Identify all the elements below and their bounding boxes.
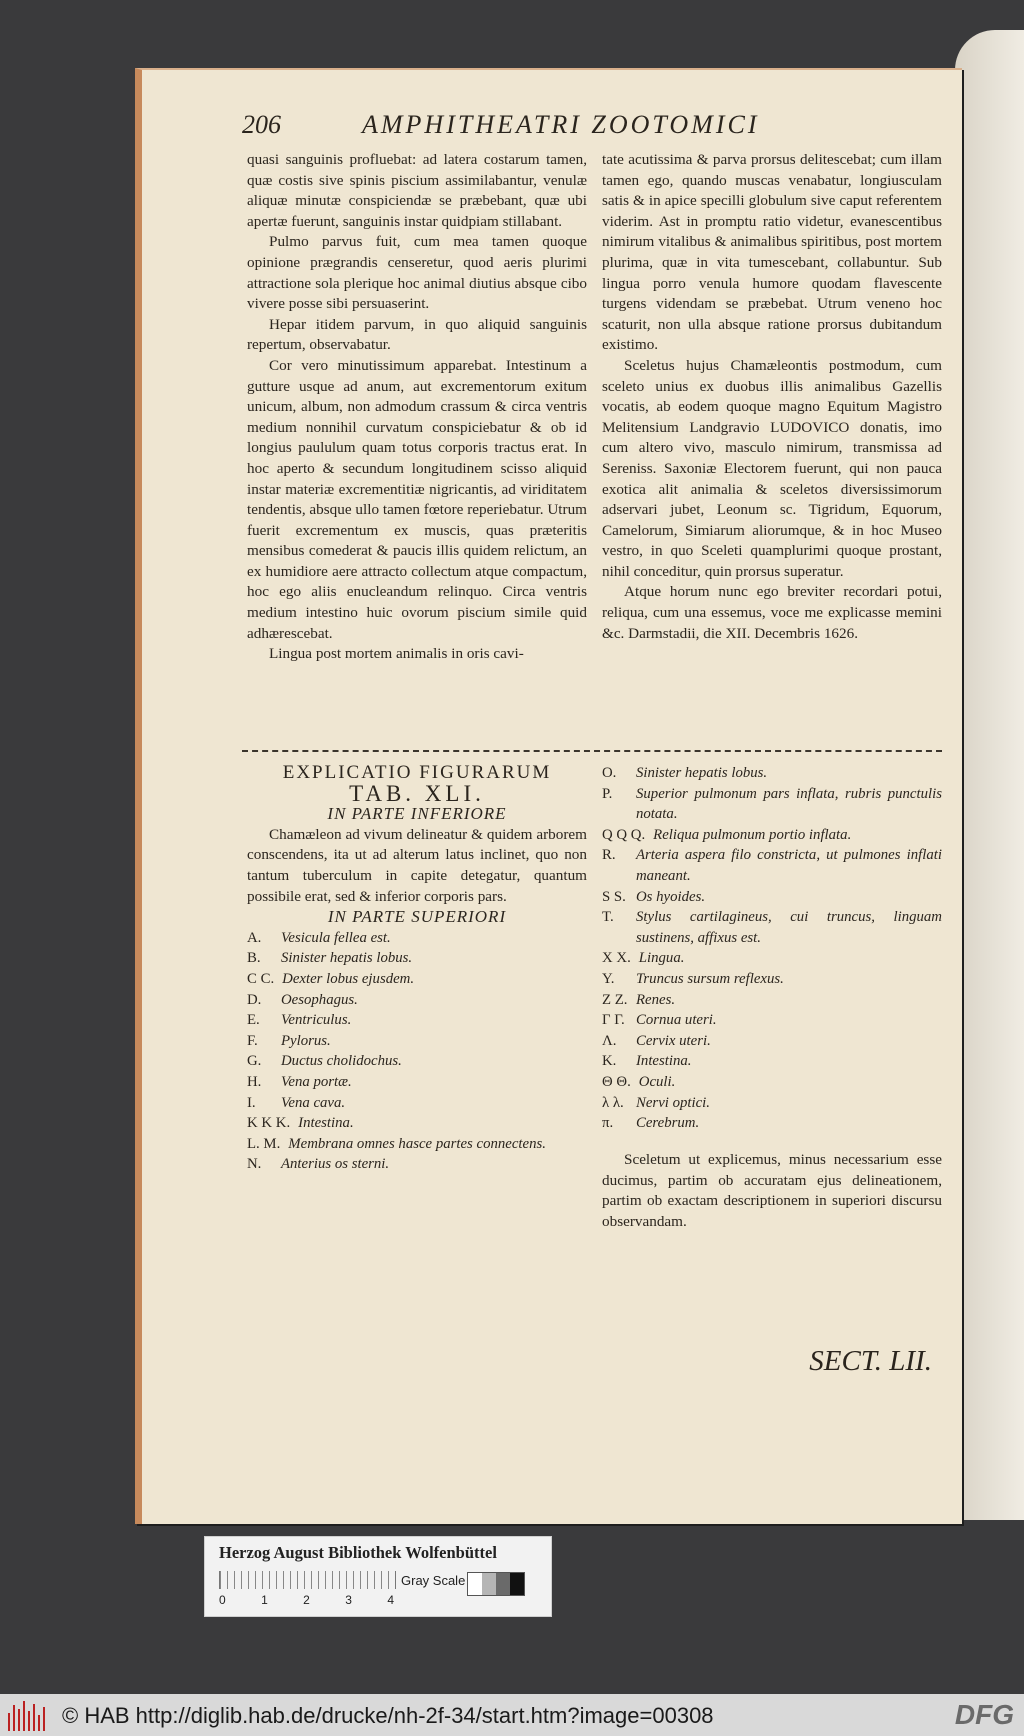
- legend-item: [602, 784, 942, 825]
- legend-item: [247, 969, 587, 990]
- legend-item: [247, 990, 587, 1011]
- ruler-tick-label: 0: [219, 1593, 226, 1607]
- legend-item: [602, 887, 942, 908]
- gray-scale-swatch: [467, 1572, 525, 1596]
- legend-label: Ductus cholidochus.: [281, 1053, 402, 1070]
- legend-label: Nervi optici.: [636, 1094, 710, 1111]
- legend-item: [602, 990, 942, 1011]
- legend-label: Truncus sursum reflexus.: [636, 970, 784, 987]
- legend-item: [247, 1093, 587, 1114]
- legend-item: [247, 1031, 587, 1052]
- legend-key: π.: [602, 1115, 614, 1132]
- gray-swatch-cell: [482, 1573, 496, 1595]
- page-header: [242, 110, 932, 144]
- section-divider: [242, 750, 942, 752]
- legend-key: K.: [602, 1053, 617, 1070]
- legend-item: [602, 1072, 942, 1093]
- explicatio-title: EXPLICATIO FIGURARUM: [282, 762, 552, 783]
- paragraph: Atque horum nunc ego breviter recordari potui, reliqua, cum una essemus, voce me explicasse memini &c. Darmstadii, die XII. Decembris 1626.: [602, 583, 942, 642]
- paragraph: Lingua post mortem animalis in oris cavi-: [269, 645, 524, 663]
- paragraph: Pulmo parvus fuit, cum mea tamen quoque opinione prægrandis censeretur, quod aeris plurimi attractione sola plerique hoc animal diutius absque cibo vivere posse sibi persuaserint.: [247, 233, 587, 313]
- ruler-tick-label: 2: [303, 1593, 310, 1607]
- legend-key: S S.: [602, 888, 626, 905]
- legend-label: Sinister hepatis lobus.: [281, 950, 413, 967]
- library-name: Herzog August Bibliothek Wolfenbüttel: [219, 1543, 497, 1562]
- hab-logo-icon: [8, 1699, 48, 1731]
- closing-text: Sceletum ut explicemus, minus necessarium esse ducimus, partim ob accuratam ejus delineationem, partim ob exactam descriptionem in superiori discursu observandam.: [602, 1151, 942, 1230]
- legend-item: [247, 928, 587, 949]
- legend-item: [602, 1031, 942, 1052]
- legend-item: [602, 763, 942, 784]
- scale-ruler: [219, 1571, 396, 1589]
- legend-item: [247, 1010, 587, 1031]
- legend-key: N.: [247, 1156, 262, 1173]
- legend-label: Ventriculus.: [281, 1012, 352, 1029]
- left-column: [247, 150, 587, 665]
- paragraph: Cor vero minutissimum apparebat. Intestinum a gutture usque ad anum, aut excrementorum exitum unicum, album, non admodum crassum & circa ventris medium nonnihil curvatum conspiciebatur & ob id longius paululum quam totus corporis tractus erat. In hoc aperto & secundum longitudinem scisso aliquid instar materiæ excrementitiæ nigricantis, ad viriditatem tendentis, absque ullo tamen fœtore reperiebatur. Utrum fuerit excrementum ex muscis, quas præteritis mensibus comederat & paucis illis quidem relictum, an ex humidiore aere attracto collectum atque compactum, hoc ego aliis enucleandum relinquo. Circa ventris medium intestino huic ovorum piscium simile quid adhærescebat.: [247, 356, 587, 642]
- legend-item: [247, 1051, 587, 1072]
- inferior-text: Chamæleon ad vivum delineatur & quidem arborem conscendens, ita ut ad alterum latus inclinet, quo non tantum tuberculum in capite detegatur, quantum possibile erat, sed & inferior corporis pars.: [247, 825, 587, 905]
- legend-label: Oesophagus.: [281, 991, 358, 1008]
- legend-key: Γ Γ.: [602, 1012, 625, 1029]
- viewer-footer: [0, 1694, 1024, 1736]
- legend-label: Os hyoides.: [636, 888, 706, 905]
- figure-legend-left: [247, 928, 587, 1175]
- ruler-numbers: [219, 1593, 394, 1607]
- book-page: [135, 68, 962, 1524]
- legend-label: Intestina.: [298, 1115, 354, 1132]
- paragraph: tate acutissima & parva prorsus delitescebat; cum illam tamen ego, quando muscas venabatur, longiusculam satis & in apice specilli globulum sive caput referentem viderim. Ast in promptu ratio videtur, evanescentibus nimirum vitalibus & animalibus spiritibus, post mortem plurima, quæ in vita tumescebant, collabuntur. Sub lingua porro venula humore quodam flavescente turgens videndam se præbebat. Utrum veneno hoc scaturit, non ulla absque ratione prorsus dubitandum existimo.: [602, 151, 942, 354]
- paragraph: Sceletus hujus Chamæleontis postmodum, cum sceleto unius ex duobus illis animalibus Gazellis vocatis, ab eodem quoque magno Equitum Magistro Melitensium Landgravio LUDOVICO donatis, imo cum altero vivo, masculo nimirum, transmissa ad Sereniss. Saxoniæ Electorem fuerunt, qui non pauca exotica alit animalia & sceletos diversissimorum adservari jubet, Leonum sc. Tigridum, Equorum, Camelorum, Simiarum aliorumque, & in hoc Museo vestro, in quo Sceleti quamplurimi quoque prostant, nihil conceditur, quin prorsus superatur.: [602, 356, 942, 580]
- legend-item: [247, 1072, 587, 1093]
- legend-label: Reliqua pulmonum portio inflata.: [653, 826, 852, 843]
- legend-item: [602, 948, 942, 969]
- legend-key: B.: [247, 950, 261, 967]
- next-page-edge: [955, 30, 1024, 1520]
- figure-legend-right: [602, 763, 942, 1134]
- ruler-tick-label: 3: [345, 1593, 352, 1607]
- legend-label: Sinister hepatis lobus.: [636, 765, 768, 781]
- legend-label: Oculi.: [638, 1073, 676, 1090]
- superior-heading: IN PARTE SUPERIORI: [327, 907, 507, 927]
- legend-key: D.: [247, 991, 262, 1008]
- legend-key: O.: [602, 765, 617, 781]
- legend-label: Cornua uteri.: [636, 1012, 717, 1029]
- legend-key: G.: [247, 1053, 262, 1070]
- library-color-card: [204, 1536, 552, 1617]
- legend-item: [247, 1113, 587, 1134]
- legend-item: [602, 1010, 942, 1031]
- legend-label: Vena cava.: [281, 1094, 346, 1111]
- paragraph: Hepar itidem parvum, in quo aliquid sanguinis repertum, observabatur.: [247, 315, 587, 354]
- legend-key: Λ.: [602, 1032, 617, 1049]
- legend-key: X X.: [602, 950, 631, 967]
- legend-item: [602, 1051, 942, 1072]
- legend-key: Y.: [602, 970, 615, 987]
- explicatio-right: [602, 763, 942, 1134]
- legend-label: Membrana omnes hasce partes connectens.: [288, 1135, 546, 1152]
- explicatio-left: [247, 763, 587, 1175]
- legend-key: C C.: [247, 970, 275, 987]
- legend-label: Anterius os sterni.: [281, 1156, 390, 1173]
- ruler-tick-label: 4: [387, 1593, 394, 1607]
- legend-key: Q Q Q.: [602, 826, 646, 843]
- legend-key: F.: [247, 1032, 258, 1049]
- closing-paragraph: [602, 1150, 942, 1232]
- table-number: TAB. XLI.: [349, 780, 485, 806]
- legend-label: Arteria aspera filo constricta, ut pulmones inflati maneant.: [636, 847, 942, 884]
- legend-item: [602, 825, 942, 846]
- gray-swatch-cell: [510, 1573, 524, 1595]
- legend-key: K K K.: [247, 1115, 291, 1132]
- legend-label: Renes.: [636, 991, 676, 1008]
- paragraph: quasi sanguinis profluebat: ad latera costarum tamen, quæ costis sive spinis piscium assimilabantur, venulæ aliquæ minutæ conspiciendæ se præbebant, quæ ubi apertæ fuerunt, sanguinis instar quidpiam stillabant.: [247, 151, 587, 230]
- catchword: SECT. LII.: [809, 1345, 932, 1377]
- legend-label: Cerebrum.: [636, 1115, 700, 1132]
- legend-key: λ λ.: [602, 1094, 624, 1111]
- legend-label: Stylus cartilagineus, cui truncus, linguam sustinens, affixus est.: [636, 909, 942, 946]
- legend-item: [247, 1134, 587, 1155]
- legend-key: A.: [247, 929, 262, 946]
- legend-label: Dexter lobus ejusdem.: [282, 970, 415, 987]
- legend-label: Pylorus.: [281, 1032, 331, 1049]
- legend-label: Intestina.: [636, 1053, 692, 1070]
- legend-label: Superior pulmonum pars inflata, rubris punctulis notata.: [636, 785, 942, 823]
- legend-key: R.: [602, 847, 616, 864]
- legend-label: Lingua.: [638, 950, 685, 967]
- dfg-logo: DFG: [954, 1699, 1014, 1730]
- legend-key: P.: [602, 785, 613, 802]
- legend-key: Z Z.: [602, 991, 628, 1008]
- gray-scale-label: Gray Scale: [401, 1573, 466, 1588]
- legend-item: [602, 845, 942, 886]
- legend-item: [602, 969, 942, 990]
- legend-label: Cervix uteri.: [636, 1032, 711, 1049]
- legend-item: [602, 1113, 942, 1134]
- gray-swatch-cell: [496, 1573, 510, 1595]
- legend-key: I.: [247, 1094, 256, 1111]
- running-head: AMPHITHEATRI ZOOTOMICI: [362, 110, 760, 139]
- legend-item: [602, 1093, 942, 1114]
- legend-key: Θ Θ.: [602, 1073, 631, 1090]
- legend-label: Vesicula fellea est.: [281, 929, 391, 946]
- inferior-heading: IN PARTE INFERIORE: [327, 804, 507, 824]
- ruler-tick-label: 1: [261, 1593, 268, 1607]
- legend-item: [247, 1154, 587, 1175]
- source-url[interactable]: © HAB http://diglib.hab.de/drucke/nh-2f-34/start.htm?image=00308: [62, 1703, 714, 1728]
- page-number: 206: [242, 110, 281, 139]
- legend-label: Vena portæ.: [281, 1073, 352, 1090]
- legend-item: [602, 907, 942, 948]
- legend-item: [247, 948, 587, 969]
- legend-key: E.: [247, 1012, 260, 1029]
- gray-swatch-cell: [468, 1573, 482, 1595]
- legend-key: L. M.: [247, 1135, 281, 1152]
- legend-key: H.: [247, 1073, 262, 1090]
- legend-key: T.: [602, 909, 614, 926]
- right-column: [602, 150, 942, 644]
